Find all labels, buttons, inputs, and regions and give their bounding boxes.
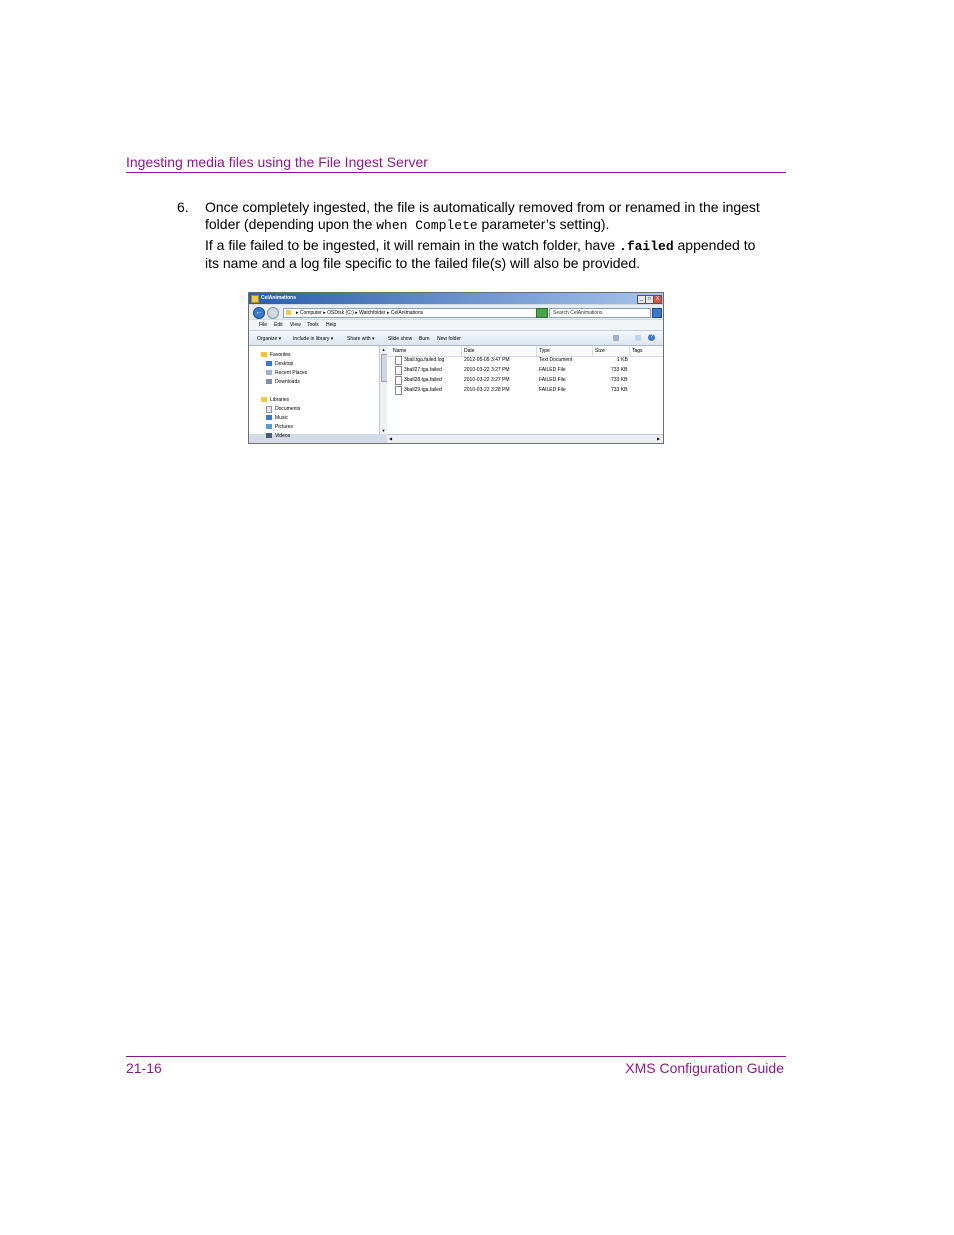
close-button[interactable]: X bbox=[653, 295, 662, 304]
file-type: Text Document bbox=[539, 357, 573, 363]
code-when-complete: when Complete bbox=[376, 218, 478, 233]
file-row[interactable] bbox=[387, 375, 663, 385]
refresh-icon[interactable] bbox=[536, 308, 548, 318]
column-date[interactable]: Date bbox=[464, 348, 475, 354]
star-icon bbox=[261, 352, 267, 357]
folder-icon bbox=[286, 310, 291, 315]
column-tags[interactable]: Tags bbox=[632, 348, 643, 354]
downloads-icon bbox=[266, 379, 272, 384]
file-row[interactable] bbox=[387, 365, 663, 375]
command-bar bbox=[249, 331, 663, 346]
folder-icon bbox=[251, 295, 259, 303]
organize-button[interactable]: Organize ▾ bbox=[257, 336, 282, 342]
nav-downloads[interactable]: Downloads bbox=[275, 379, 300, 385]
file-size: 733 KB bbox=[611, 367, 628, 373]
explorer-window bbox=[248, 292, 664, 444]
column-size[interactable]: Size bbox=[595, 348, 605, 354]
window-title: CelAnimations bbox=[261, 295, 297, 301]
minimize-button[interactable]: _ bbox=[637, 295, 646, 304]
nav-desktop[interactable]: Desktop bbox=[275, 361, 294, 367]
music-icon bbox=[266, 415, 272, 420]
file-icon bbox=[395, 386, 402, 395]
forward-button[interactable]: → bbox=[267, 307, 279, 319]
header-rule bbox=[126, 172, 786, 173]
menu-edit[interactable]: Edit bbox=[274, 322, 283, 328]
back-button[interactable]: ← bbox=[253, 307, 265, 319]
column-name[interactable]: Name bbox=[393, 348, 407, 354]
file-row[interactable] bbox=[387, 355, 663, 365]
step-body bbox=[205, 199, 765, 272]
text-file-icon bbox=[395, 356, 402, 365]
help-icon[interactable]: ? bbox=[648, 334, 655, 341]
file-name: 3ball27.tga.failed bbox=[404, 367, 442, 373]
slide-show-button[interactable]: Slide show bbox=[388, 336, 413, 342]
file-size: 733 KB bbox=[611, 387, 628, 393]
file-list bbox=[387, 346, 663, 434]
file-date: 2010-03-22 3:27 PM bbox=[464, 367, 510, 373]
horizontal-scrollbar[interactable] bbox=[387, 434, 663, 443]
maximize-button[interactable]: □ bbox=[645, 295, 654, 304]
new-folder-button[interactable]: New folder bbox=[437, 336, 461, 342]
file-size: 1 KB bbox=[617, 357, 628, 363]
menu-file[interactable]: File bbox=[259, 322, 268, 328]
column-type[interactable]: Type bbox=[539, 348, 550, 354]
recent-places-icon bbox=[266, 370, 272, 375]
text: If a file failed to be ingested, it will remain in the watch folder, have bbox=[205, 237, 620, 253]
window-titlebar bbox=[249, 293, 663, 304]
address-bar bbox=[249, 305, 663, 319]
step-paragraph-2 bbox=[205, 237, 765, 272]
page-number: 21-16 bbox=[126, 1060, 162, 1076]
file-date: 2010-03-22 3:28 PM bbox=[464, 387, 510, 393]
step-paragraph-1 bbox=[205, 199, 765, 234]
libraries-icon bbox=[261, 397, 267, 402]
search-input[interactable] bbox=[549, 308, 651, 318]
file-name: 3ball28.tga.failed bbox=[404, 377, 442, 383]
videos-icon bbox=[266, 433, 272, 438]
text: parameter’s setting). bbox=[477, 216, 610, 232]
address-field[interactable] bbox=[283, 308, 537, 318]
desktop-icon bbox=[266, 361, 272, 366]
scroll-up-icon[interactable]: ▲ bbox=[381, 347, 386, 352]
preview-pane-icon[interactable] bbox=[635, 335, 641, 341]
include-in-library-button[interactable]: Include in library ▾ bbox=[293, 336, 334, 342]
file-name: 3ball.tga.failed.log bbox=[404, 357, 445, 363]
nav-libraries[interactable]: Libraries bbox=[270, 397, 290, 403]
nav-videos[interactable]: Videos bbox=[275, 433, 291, 439]
footer-rule bbox=[126, 1056, 786, 1057]
address-path: ▸ Computer ▸ OSDisk (C:) ▸ Watchfolder ▸ CelAnimations bbox=[296, 310, 424, 316]
nav-music[interactable]: Music bbox=[275, 415, 289, 421]
text: Once completely ingested, the file is automatically removed from or renamed in the ingest folder (depending upon the bbox=[205, 199, 760, 232]
scroll-right-icon[interactable]: ▶ bbox=[656, 436, 661, 441]
search-icon[interactable] bbox=[652, 308, 662, 318]
file-type: FAILED File bbox=[539, 367, 566, 373]
scroll-left-icon[interactable]: ◀ bbox=[388, 436, 393, 441]
nav-favorites[interactable]: Favorites bbox=[270, 352, 291, 358]
file-icon bbox=[395, 376, 402, 385]
navigation-pane bbox=[249, 346, 379, 439]
menu-tools[interactable]: Tools bbox=[307, 322, 319, 328]
menu-bar bbox=[249, 320, 663, 331]
menu-view[interactable]: View bbox=[290, 322, 301, 328]
menu-help[interactable]: Help bbox=[326, 322, 337, 328]
file-type: FAILED File bbox=[539, 387, 566, 393]
nav-documents[interactable]: Documents bbox=[275, 406, 301, 412]
page-header-title: Ingesting media files using the File Ingest Server bbox=[126, 154, 428, 170]
nav-recent-places[interactable]: Recent Places bbox=[275, 370, 308, 376]
scroll-down-icon[interactable]: ▼ bbox=[381, 428, 386, 433]
file-name: 3ball29.tga.failed bbox=[404, 387, 442, 393]
pictures-icon bbox=[266, 424, 272, 429]
step-number: 6. bbox=[177, 199, 189, 215]
code-failed: .failed bbox=[619, 239, 674, 254]
documents-icon bbox=[266, 406, 272, 413]
file-date: 2010-03-22 3:27 PM bbox=[464, 377, 510, 383]
share-with-button[interactable]: Share with ▾ bbox=[347, 336, 375, 342]
view-options-icon[interactable] bbox=[613, 335, 619, 341]
search-placeholder: Search CelAnimations bbox=[553, 310, 603, 316]
file-date: 2012-05-09 3:47 PM bbox=[464, 357, 510, 363]
nav-pictures[interactable]: Pictures bbox=[275, 424, 294, 430]
file-row[interactable] bbox=[387, 385, 663, 395]
file-type: FAILED File bbox=[539, 377, 566, 383]
nav-scrollbar[interactable] bbox=[379, 346, 387, 434]
file-size: 733 KB bbox=[611, 377, 628, 383]
burn-button[interactable]: Burn bbox=[419, 336, 430, 342]
text: appended to its name and a log file specific to the failed file(s) will also be provided. bbox=[205, 237, 756, 271]
file-icon bbox=[395, 366, 402, 375]
document-title: XMS Configuration Guide bbox=[625, 1060, 784, 1076]
